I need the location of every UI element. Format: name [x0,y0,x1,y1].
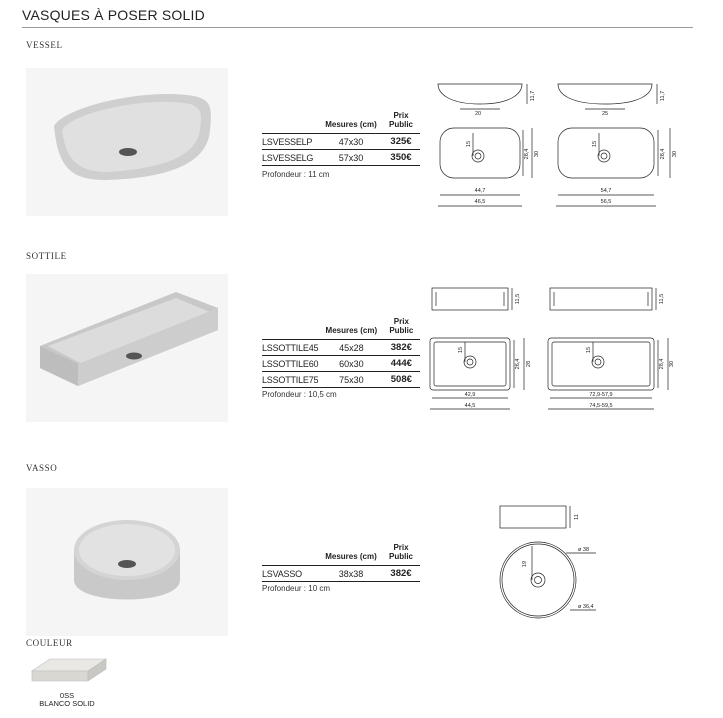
table-row [262,566,420,582]
dim-vessel-large-height: 11,7 [660,90,666,102]
dim-vessel-large-depth: 30 [672,150,678,158]
dim-vasso-hole: 19 [522,560,528,568]
product-size: 60x30 [320,356,382,372]
dim-sottile-large-inner-width: 72,9-57,9 [589,392,613,398]
product-ref: LSSOTTILE60 [262,356,320,372]
vessel-depth-note: Profondeur : 11 cm [262,170,330,179]
sottile-depth-note: Profondeur : 10,5 cm [262,390,337,399]
section-label-vessel: VESSEL [26,40,63,50]
table-row [262,150,420,166]
dim-vessel-large-base: 25 [601,111,609,117]
dim-sottile-small-width: 44,5 [464,403,476,409]
dim-sottile-small-height: 11,5 [515,293,521,305]
dim-sottile-large-inner-depth: 28,4 [659,358,665,370]
product-ref: LSVESSELP [262,134,320,150]
col-header-prix: Prix Public [388,111,413,129]
section-label-vasso: VASSO [26,463,58,473]
col-header-prix: Prix Public [388,543,413,561]
dim-sottile-small-inner-depth: 26,4 [515,358,521,370]
swatch-caption [22,692,112,708]
vasso-depth-note: Profondeur : 10 cm [262,584,331,593]
dim-vessel-small-base: 20 [474,111,482,117]
section-label-couleur: COULEUR [26,638,73,648]
product-price: 508€ [382,372,420,388]
sottile-price-table [262,317,420,388]
product-size: 75x30 [320,372,382,388]
table-row [262,356,420,372]
vessel-product-photo [26,68,228,216]
product-ref: LSSOTTILE45 [262,340,320,356]
dim-vasso-outer-diameter: ø 38 [578,547,590,553]
product-size: 57x30 [320,150,382,166]
dim-vessel-small-inner-width: 44,7 [474,188,486,194]
dim-vessel-small-depth: 30 [534,150,540,158]
color-swatch-blanco-solid [30,655,108,687]
section-label-sottile: SOTTILE [26,251,67,261]
vasso-product-photo [26,488,228,636]
product-price: 444€ [382,356,420,372]
table-row [262,340,420,356]
dim-vasso-inner-diameter: ø 36,4 [578,604,594,610]
product-size: 45x28 [320,340,382,356]
product-ref: LSVESSELG [262,150,320,166]
dim-sottile-large-hole: 15 [586,346,592,354]
sottile-technical-drawing [424,284,674,414]
col-header-mesures: Mesures (cm) [325,552,377,561]
dim-sottile-small-inner-width: 42,9 [464,392,476,398]
product-size: 38x38 [320,566,382,582]
dim-sottile-large-height: 11,5 [659,293,665,305]
swatch-name: BLANCO SOLID [39,699,95,708]
dim-vessel-large-inner-depth: 28,4 [660,148,666,160]
dim-vessel-small-height: 11,7 [530,90,536,102]
swatch-code: 0SS [59,691,75,700]
col-header-mesures: Mesures (cm) [325,326,378,335]
product-ref: LSSOTTILE75 [262,372,320,388]
dim-vasso-height: 11 [574,514,580,520]
product-price: 382€ [382,340,420,356]
sottile-product-photo [26,274,228,422]
vessel-technical-drawing [430,78,690,213]
table-row [262,372,420,388]
product-ref: LSVASSO [262,566,320,582]
product-size: 47x30 [320,134,382,150]
dim-sottile-small-depth: 28 [526,360,532,368]
dim-vessel-small-hole: 15 [466,140,472,148]
dim-vessel-large-hole: 15 [592,140,598,148]
table-row [262,134,420,150]
page-title: VASQUES À POSER SOLID [22,7,205,23]
dim-vessel-large-width: 56,5 [600,199,612,205]
col-header-mesures: Mesures (cm) [325,120,377,129]
vasso-technical-drawing [490,500,620,630]
col-header-ref [262,317,320,340]
vessel-price-table [262,111,420,166]
product-price: 325€ [382,134,420,150]
dim-sottile-small-hole: 15 [458,346,464,354]
dim-vessel-large-inner-width: 54,7 [600,188,612,194]
vasso-price-table [262,543,420,582]
col-header-ref [262,111,320,134]
dim-sottile-large-width: 74,5-59,5 [589,403,613,409]
dim-vessel-small-inner-depth: 28,4 [524,148,530,160]
dim-vessel-small-width: 46,5 [474,199,486,205]
product-price: 350€ [382,150,420,166]
col-header-ref [262,543,320,566]
product-price: 382€ [382,566,420,582]
dim-sottile-large-depth: 30 [669,360,675,368]
title-divider [22,27,693,28]
col-header-prix: Prix Public [389,317,414,335]
